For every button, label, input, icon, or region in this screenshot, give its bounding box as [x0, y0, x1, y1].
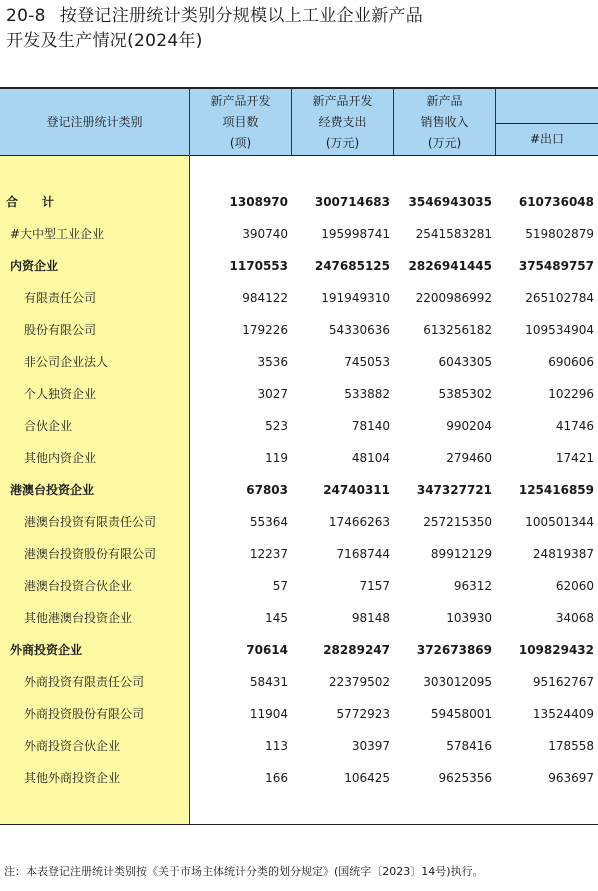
cell-sales: 347327721	[416, 483, 492, 497]
cell-sales: 279460	[446, 451, 492, 465]
cell-sales: 2541583281	[415, 227, 492, 241]
row-label: 内资企业	[10, 259, 59, 273]
cell-export: 610736048	[518, 195, 594, 209]
cell-sales: 5385302	[438, 387, 492, 401]
table-row	[0, 730, 598, 762]
bottom-rule	[0, 824, 598, 825]
cell-expenditure: 17466263	[328, 515, 390, 529]
table-row	[0, 602, 598, 634]
header-col3-line3: (万元)	[427, 135, 462, 150]
cell-projects: 166	[265, 771, 288, 785]
cell-projects: 67803	[246, 483, 288, 497]
cell-sales: 257215350	[423, 515, 492, 529]
table-number: 20-8	[6, 6, 46, 26]
row-label: 有限责任公司	[24, 291, 97, 305]
row-label: 合伙企业	[24, 419, 73, 433]
cell-projects: 113	[265, 739, 288, 753]
table-row	[0, 218, 598, 250]
row-label: #大中型工业企业	[10, 227, 105, 241]
header-category-label: 登记注册统计类别	[46, 114, 143, 129]
table-row	[0, 762, 598, 794]
cell-expenditure: 7157	[359, 579, 390, 593]
table-row	[0, 410, 598, 442]
cell-projects: 3027	[257, 387, 288, 401]
table-row	[0, 666, 598, 698]
cell-projects: 1170553	[229, 259, 288, 273]
header-col-sales	[394, 89, 495, 155]
cell-export: 34068	[555, 611, 594, 625]
cell-projects: 984122	[242, 291, 288, 305]
cell-expenditure: 191949310	[321, 291, 390, 305]
cell-sales: 372673869	[416, 643, 492, 657]
table-row	[0, 538, 598, 570]
cell-sales: 3546943035	[408, 195, 492, 209]
cell-sales: 613256182	[423, 323, 492, 337]
row-label: 其他外商投资企业	[24, 771, 121, 785]
table-row	[0, 282, 598, 314]
cell-export: 100501344	[525, 515, 594, 529]
row-label: 外商投资有限责任公司	[24, 675, 145, 689]
cell-projects: 58431	[249, 675, 288, 689]
cell-expenditure: 745053	[344, 355, 390, 369]
cell-sales: 6043305	[438, 355, 492, 369]
header-col-expenditure	[292, 89, 393, 155]
row-label: 外商投资股份有限公司	[24, 707, 145, 721]
cell-expenditure: 28289247	[323, 643, 390, 657]
cell-sales: 9625356	[438, 771, 492, 785]
row-label: 非公司企业法人	[24, 355, 109, 369]
cell-export: 519802879	[525, 227, 594, 241]
cell-projects: 70614	[246, 643, 288, 657]
cell-export: 24819387	[532, 547, 594, 561]
row-label: 港澳台投资企业	[10, 483, 95, 497]
cell-projects: 12237	[249, 547, 288, 561]
row-label: 股份有限公司	[24, 323, 97, 337]
cell-expenditure: 78140	[351, 419, 390, 433]
cell-expenditure: 195998741	[321, 227, 390, 241]
cell-expenditure: 247685125	[314, 259, 390, 273]
cell-export: 109829432	[518, 643, 594, 657]
cell-sales: 89912129	[430, 547, 492, 561]
header-col1-line2: 项目数	[222, 114, 259, 129]
cell-export: 690606	[548, 355, 594, 369]
cell-projects: 523	[265, 419, 288, 433]
header-col2-line1: 新产品开发	[312, 93, 373, 108]
header-col2-line2: 经费支出	[318, 114, 367, 129]
header-category	[0, 89, 189, 155]
header-col-projects	[190, 89, 291, 155]
header-col2-line3: (万元)	[325, 135, 360, 150]
cell-projects: 119	[265, 451, 288, 465]
cell-export: 102296	[548, 387, 594, 401]
cell-projects: 179226	[242, 323, 288, 337]
cell-export: 62060	[555, 579, 594, 593]
cell-sales: 96312	[453, 579, 492, 593]
table-title	[6, 4, 592, 54]
cell-export: 17421	[555, 451, 594, 465]
row-label: 其他港澳台投资企业	[24, 611, 133, 625]
header-rule	[0, 155, 598, 156]
table-row	[0, 506, 598, 538]
row-label: 港澳台投资有限责任公司	[24, 515, 157, 529]
cell-projects: 57	[272, 579, 288, 593]
title-line-2: 开发及生产情况(2024年)	[6, 31, 203, 51]
table-row	[0, 570, 598, 602]
row-label: 港澳台投资合伙企业	[24, 579, 133, 593]
cell-projects: 3536	[257, 355, 288, 369]
table-row	[0, 314, 598, 346]
cell-expenditure: 54330636	[328, 323, 390, 337]
row-label: 外商投资企业	[10, 643, 83, 657]
cell-sales: 303012095	[423, 675, 492, 689]
title-line-1: 按登记注册统计类别分规模以上工业企业新产品	[59, 6, 424, 26]
cell-expenditure: 5772923	[336, 707, 390, 721]
cell-export: 963697	[548, 771, 594, 785]
table-row	[0, 378, 598, 410]
cell-sales: 59458001	[430, 707, 492, 721]
cell-sales: 2200986992	[415, 291, 492, 305]
table-row	[0, 634, 598, 666]
row-label: 个人独资企业	[24, 387, 97, 401]
cell-projects: 390740	[242, 227, 288, 241]
cell-expenditure: 7168744	[336, 547, 390, 561]
header-col1-line3: (项)	[229, 135, 252, 150]
cell-export: 13524409	[532, 707, 594, 721]
table-footnote: 注：本表登记注册统计类别按《关于市场主体统计分类的划分规定》(国统字〔2023〕14号)执行。	[4, 865, 484, 878]
cell-sales: 103930	[446, 611, 492, 625]
cell-expenditure: 106425	[344, 771, 390, 785]
row-label: 其他内资企业	[24, 451, 97, 465]
cell-projects: 145	[265, 611, 288, 625]
cell-expenditure: 30397	[351, 739, 390, 753]
header-col3-line1: 新产品	[426, 93, 463, 108]
cell-projects: 11904	[249, 707, 288, 721]
header-col1-line1: 新产品开发	[210, 93, 271, 108]
cell-sales: 990204	[446, 419, 492, 433]
table-row	[0, 186, 598, 218]
table-row	[0, 698, 598, 730]
cell-export: 41746	[555, 419, 594, 433]
table-row	[0, 442, 598, 474]
row-label: 港澳台投资股份有限公司	[24, 547, 157, 561]
cell-sales: 578416	[446, 739, 492, 753]
cell-export: 125416859	[518, 483, 594, 497]
table-row	[0, 250, 598, 282]
table-row	[0, 346, 598, 378]
cell-export: 375489757	[518, 259, 594, 273]
row-label: 合 计	[6, 195, 55, 209]
cell-export: 178558	[548, 739, 594, 753]
cell-projects: 1308970	[229, 195, 288, 209]
cell-expenditure: 98148	[351, 611, 390, 625]
cell-expenditure: 22379502	[328, 675, 390, 689]
cell-expenditure: 300714683	[314, 195, 390, 209]
cell-export: 265102784	[525, 291, 594, 305]
header-col3-line2: 销售收入	[420, 114, 469, 129]
cell-expenditure: 24740311	[323, 483, 390, 497]
cell-projects: 55364	[249, 515, 288, 529]
row-label: 外商投资合伙企业	[24, 739, 121, 753]
cell-export: 109534904	[525, 323, 594, 337]
cell-sales: 2826941445	[408, 259, 492, 273]
cell-expenditure: 48104	[351, 451, 390, 465]
header-col-export	[496, 124, 598, 155]
cell-export: 95162767	[532, 675, 594, 689]
table-row	[0, 474, 598, 506]
cell-expenditure: 533882	[344, 387, 390, 401]
header-col4-label: #出口	[529, 132, 565, 146]
